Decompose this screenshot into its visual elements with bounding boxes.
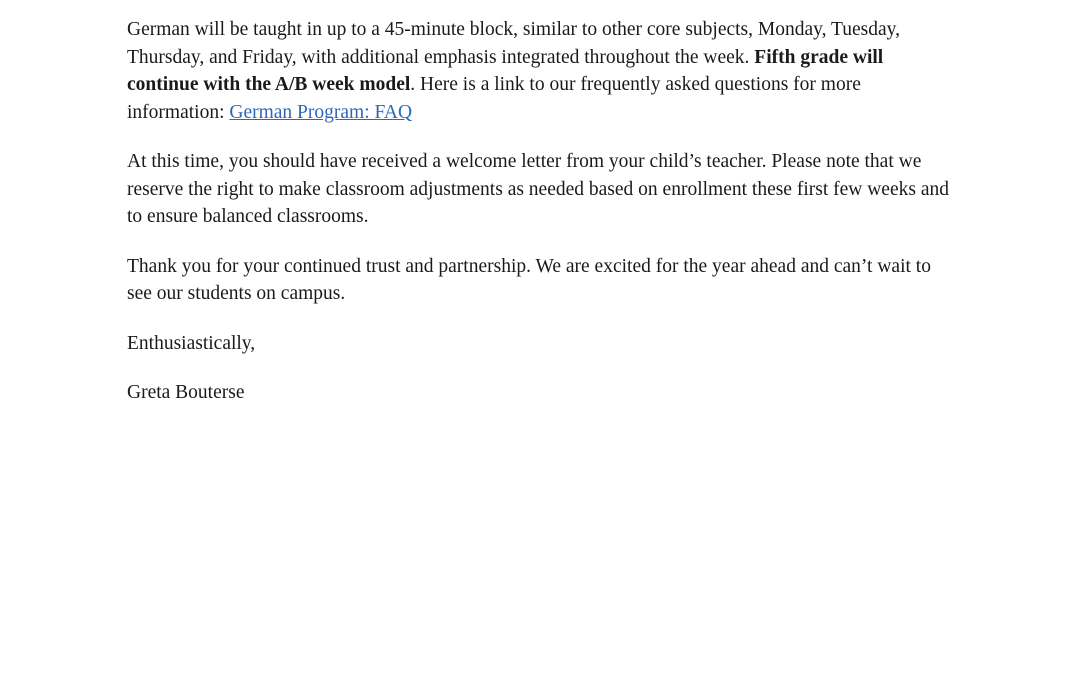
fifth-grade-note: Fifth grade will continue with the A/B week model [127, 46, 884, 95]
letter-body [127, 16, 957, 429]
signature-name: Greta Bouterse [127, 382, 245, 403]
german-schedule-text: German will be taught in up to a 45-minute block, similar to other core subjects, Monday, Tuesday, Thursday, and Friday, with additional emphasis integrated throughout the week. [127, 19, 901, 68]
german-schedule-paragraph [127, 16, 957, 126]
german-program-faq-link[interactable]: German Program: FAQ [229, 101, 413, 123]
thank-you-paragraph: Thank you for your continued trust and partnership. We are excited for the year ahead and can’t wait to see our students on campus. [127, 255, 931, 304]
faq-intro-text: . Here is a link to our frequently asked questions for more information: [127, 74, 861, 123]
welcome-letter-paragraph: At this time, you should have received a welcome letter from your child’s teacher. Please note that we reserve the right to make classroom adjustments as needed based on enrollment these first few weeks and to ensure balanced classrooms. [127, 151, 949, 227]
closing: Enthusiastically, [127, 332, 256, 354]
